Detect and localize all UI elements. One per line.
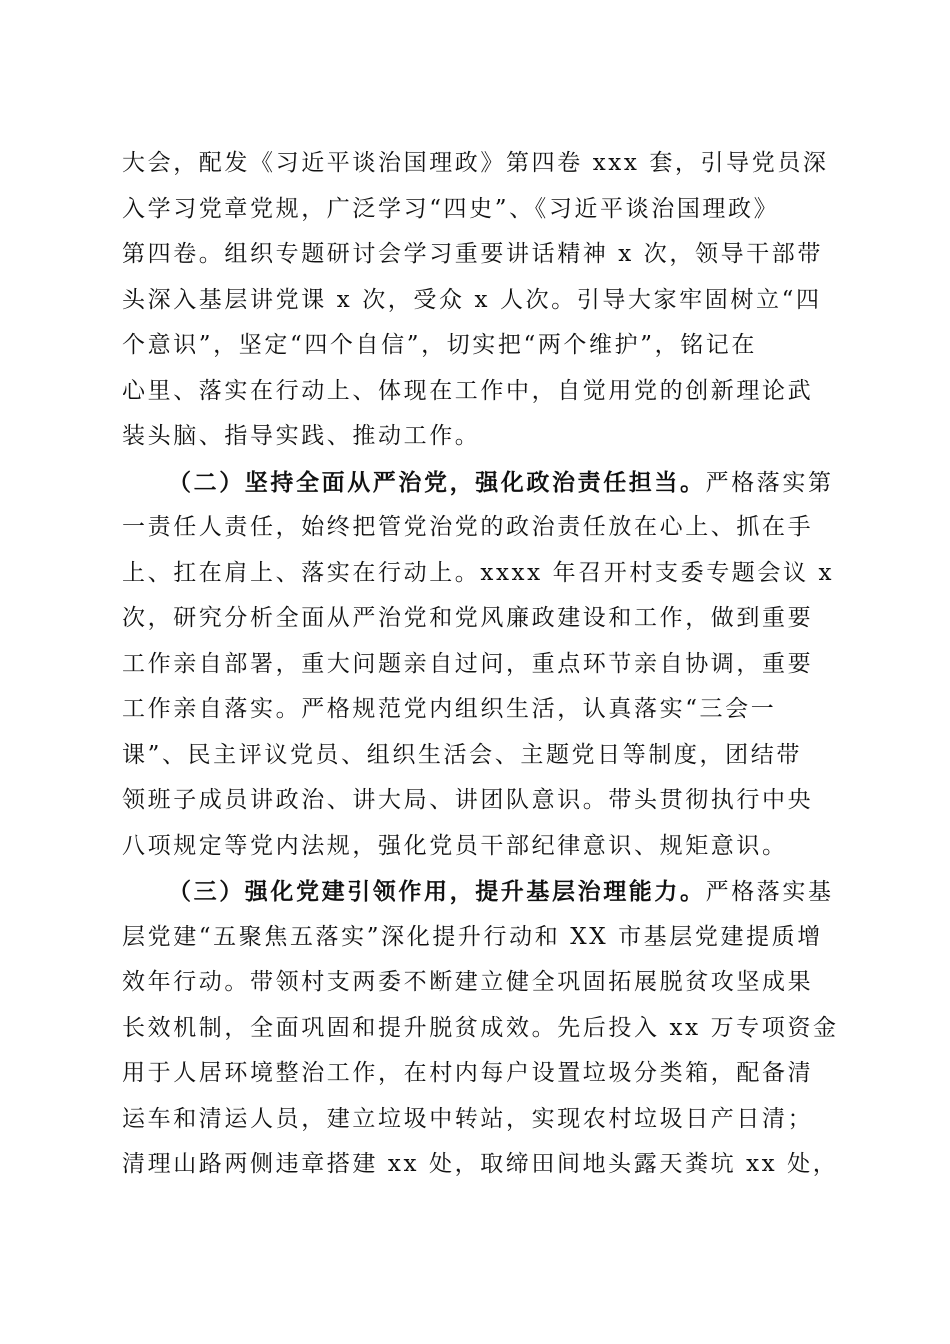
text-line: 上、扛在肩上、落实在行动上。xxxx 年召开村支委专题会议 x: [122, 559, 835, 586]
section-heading: （二）坚持全面从严治党，强化政治责任担当。: [168, 468, 706, 496]
text-span: 严格落实第: [705, 469, 834, 496]
text-line: 用于人居环境整治工作，在村内每户设置垃圾分类箱，配备清: [122, 1060, 814, 1086]
text-line: 工作亲自部署，重大问题亲自过问，重点环节亲自协调，重要: [122, 650, 814, 677]
paragraph-3: [122, 869, 839, 1188]
text-line: 清理山路两侧违章搭建 xx 处，取缔田间地头露天粪坑 xx 处，: [122, 1151, 839, 1177]
paragraph-first-line: [122, 869, 834, 915]
paragraph-first-line: [122, 460, 834, 506]
text-line: 课”、民主评议党员、组织生活会、主题党日等制度，团结带: [122, 741, 802, 768]
text-line: 工作亲自落实。严格规范党内组织生活，认真落实“三会一: [122, 696, 777, 722]
text-line: 大会，配发《习近平谈治国理政》第四卷 xxx 套，引导党员深: [122, 150, 829, 176]
text-line: 领班子成员讲政治、讲大局、讲团队意识。带头贯彻执行中央: [122, 787, 814, 813]
text-line: 层党建“五聚焦五落实”深化提升行动和 XX 市基层党建提质增: [122, 923, 823, 950]
section-heading: （三）强化党建引领作用，提升基层治理能力。: [168, 878, 706, 905]
text-line: 第四卷。组织专题研讨会学习重要讲话精神 x 次，领导干部带: [122, 241, 823, 267]
text-span: 严格落实基: [705, 879, 834, 905]
paragraph-2: [122, 460, 835, 870]
text-line: 一责任人责任，始终把管党治党的政治责任放在心上、抓在手: [122, 514, 814, 540]
text-line: 运车和清运人员，建立垃圾中转站，实现农村垃圾日产日清；: [122, 1105, 814, 1132]
paragraph-1: [122, 141, 829, 460]
text-line: 八项规定等党内法规，强化党员干部纪律意识、规矩意识。: [122, 832, 788, 859]
text-line: 长效机制，全面巩固和提升脱贫成效。先后投入 xx 万专项资金: [122, 1014, 839, 1041]
text-line: 装头脑、指导实践、推动工作。: [122, 423, 481, 449]
document-body: [122, 141, 839, 1188]
text-line: 入学习党章党规，广泛学习“四史”、《习近平谈治国理政》: [122, 195, 780, 222]
text-line: 心里、落实在行动上、体现在工作中，自觉用党的创新理论武: [122, 377, 814, 404]
text-line: 个意识”，坚定“四个自信”，切实把“两个维护”，铭记在: [122, 332, 757, 358]
text-line: 效年行动。带领村支两委不断建立健全巩固拓展脱贫攻坚成果: [122, 969, 814, 995]
text-line: 头深入基层讲党课 x 次，受众 x 人次。引导大家牢固树立“四: [122, 286, 822, 313]
text-line: 次，研究分析全面从严治党和党风廉政建设和工作，做到重要: [122, 605, 814, 631]
